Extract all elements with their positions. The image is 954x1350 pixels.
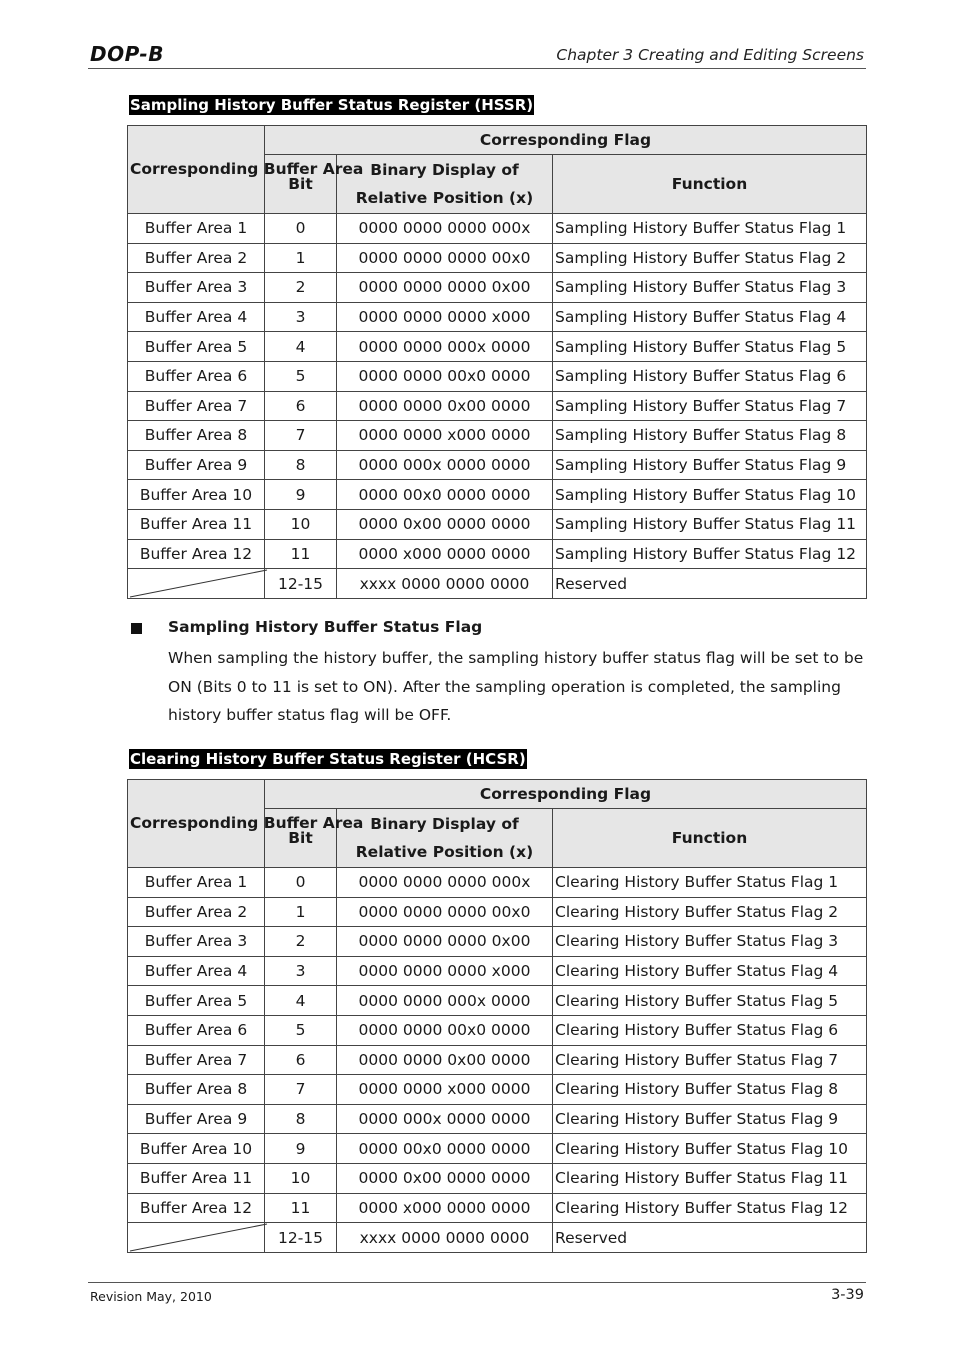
square-bullet-icon	[131, 623, 142, 634]
cell-function: Clearing History Buffer Status Flag 2	[553, 897, 867, 927]
cell-binary: 0000 0x00 0000 0000	[337, 509, 553, 539]
table-row	[128, 1045, 867, 1075]
cell-function: Sampling History Buffer Status Flag 2	[553, 243, 867, 273]
hssr-section-title: Sampling History Buffer Status Register (HSSR)	[130, 96, 534, 114]
cell-buffer-area: Buffer Area 8	[128, 1075, 265, 1105]
cell-binary: 0000 0000 00x0 0000	[337, 1015, 553, 1045]
cell-function: Clearing History Buffer Status Flag 1	[553, 868, 867, 898]
cell-buffer-area: Buffer Area 7	[128, 391, 265, 421]
note-heading: Sampling History Buffer Status Flag	[168, 618, 483, 636]
cell-binary: xxxx 0000 0000 0000	[337, 569, 553, 599]
diagonal-line	[130, 569, 267, 598]
cell-buffer-area: Buffer Area 3	[128, 927, 265, 957]
table-row	[128, 361, 867, 391]
cell-function: Sampling History Buffer Status Flag 8	[553, 421, 867, 451]
cell-function: Sampling History Buffer Status Flag 1	[553, 214, 867, 244]
table-row	[128, 569, 867, 599]
cell-bit: 1	[265, 897, 337, 927]
cell-binary: 0000 0000 0000 00x0	[337, 243, 553, 273]
cell-binary: 0000 x000 0000 0000	[337, 1193, 553, 1223]
brand-logo: DOP-B	[90, 42, 164, 66]
cell-binary: 0000 0000 0000 000x	[337, 868, 553, 898]
cell-function: Reserved	[553, 1223, 867, 1253]
table-row	[128, 1193, 867, 1223]
cell-binary: 0000 00x0 0000 0000	[337, 480, 553, 510]
cell-bit: 0	[265, 868, 337, 898]
cell-binary: 0000 0000 0000 0x00	[337, 927, 553, 957]
cell-buffer-area: Buffer Area 6	[128, 361, 265, 391]
cell-bit: 0	[265, 214, 337, 244]
header-bit: Bit	[265, 809, 337, 868]
table-row	[128, 1163, 867, 1193]
cell-function: Clearing History Buffer Status Flag 8	[553, 1075, 867, 1105]
cell-function: Sampling History Buffer Status Flag 3	[553, 273, 867, 303]
table-row	[128, 421, 867, 451]
cell-bit: 8	[265, 450, 337, 480]
cell-buffer-area: Buffer Area 3	[128, 273, 265, 303]
cell-buffer-area: Buffer Area 7	[128, 1045, 265, 1075]
hcsr-section-title: Clearing History Buffer Status Register (HCSR)	[130, 750, 526, 768]
cell-bit: 1	[265, 243, 337, 273]
header-bit: Bit	[265, 155, 337, 214]
cell-binary: 0000 0000 x000 0000	[337, 421, 553, 451]
diagonal-line	[130, 1223, 267, 1252]
page-footer	[88, 1282, 866, 1304]
cell-function: Sampling History Buffer Status Flag 6	[553, 361, 867, 391]
cell-buffer-area: Buffer Area 8	[128, 421, 265, 451]
cell-function: Clearing History Buffer Status Flag 6	[553, 1015, 867, 1045]
empty-diagonal-cell	[128, 569, 265, 599]
cell-buffer-area: Buffer Area 2	[128, 897, 265, 927]
cell-buffer-area: Buffer Area 11	[128, 509, 265, 539]
cell-function: Clearing History Buffer Status Flag 9	[553, 1104, 867, 1134]
cell-binary: 0000 0000 0000 0x00	[337, 273, 553, 303]
cell-function: Sampling History Buffer Status Flag 4	[553, 302, 867, 332]
cell-bit: 9	[265, 480, 337, 510]
cell-bit: 3	[265, 956, 337, 986]
cell-buffer-area: Buffer Area 1	[128, 868, 265, 898]
cell-buffer-area: Buffer Area 11	[128, 1163, 265, 1193]
table-row	[128, 480, 867, 510]
table-row	[128, 302, 867, 332]
table-row	[128, 956, 867, 986]
header-binary-display: Binary Display of Relative Position (x)	[337, 155, 553, 214]
table-row	[128, 391, 867, 421]
cell-bit: 3	[265, 302, 337, 332]
status-flag-note	[131, 618, 871, 730]
cell-buffer-area: Buffer Area 5	[128, 986, 265, 1016]
cell-buffer-area: Buffer Area 9	[128, 1104, 265, 1134]
cell-binary: 0000 0000 0000 x000	[337, 956, 553, 986]
cell-function: Sampling History Buffer Status Flag 12	[553, 539, 867, 569]
table-row	[128, 868, 867, 898]
table-row	[128, 332, 867, 362]
cell-bit: 8	[265, 1104, 337, 1134]
cell-bit: 11	[265, 539, 337, 569]
page-header	[88, 38, 866, 69]
cell-buffer-area: Buffer Area 2	[128, 243, 265, 273]
cell-binary: 0000 000x 0000 0000	[337, 1104, 553, 1134]
cell-bit: 4	[265, 986, 337, 1016]
cell-bit: 12-15	[265, 569, 337, 599]
table-row	[128, 273, 867, 303]
cell-binary: 0000 0000 x000 0000	[337, 1075, 553, 1105]
cell-buffer-area: Buffer Area 9	[128, 450, 265, 480]
chapter-title: Chapter 3 Creating and Editing Screens	[556, 46, 864, 64]
cell-bit: 5	[265, 361, 337, 391]
table-row	[128, 450, 867, 480]
cell-function: Clearing History Buffer Status Flag 7	[553, 1045, 867, 1075]
cell-function: Sampling History Buffer Status Flag 5	[553, 332, 867, 362]
note-body: When sampling the history buffer, the sampling history buffer status flag will be set to be ON (Bits 0 to 11 is set to ON). After the sampling operation is completed, the sampling history buffer status flag will be OFF.	[168, 649, 864, 724]
empty-diagonal-cell	[128, 1223, 265, 1253]
cell-bit: 11	[265, 1193, 337, 1223]
cell-binary: 0000 0000 000x 0000	[337, 332, 553, 362]
cell-function: Clearing History Buffer Status Flag 5	[553, 986, 867, 1016]
cell-function: Sampling History Buffer Status Flag 9	[553, 450, 867, 480]
cell-bit: 10	[265, 1163, 337, 1193]
hssr-table	[127, 125, 867, 599]
cell-bit: 2	[265, 927, 337, 957]
table-row	[128, 897, 867, 927]
table-row	[128, 509, 867, 539]
cell-bit: 7	[265, 1075, 337, 1105]
cell-buffer-area: Buffer Area 6	[128, 1015, 265, 1045]
cell-binary: 0000 x000 0000 0000	[337, 539, 553, 569]
cell-function: Sampling History Buffer Status Flag 7	[553, 391, 867, 421]
cell-bit: 2	[265, 273, 337, 303]
cell-binary: 0000 0000 0000 000x	[337, 214, 553, 244]
header-buffer-area: Corresponding Buffer Area	[128, 780, 265, 868]
cell-bit: 4	[265, 332, 337, 362]
table-row	[128, 1223, 867, 1253]
cell-binary: 0000 00x0 0000 0000	[337, 1134, 553, 1164]
hcsr-table	[127, 779, 867, 1253]
header-corresponding-flag: Corresponding Flag	[265, 126, 867, 155]
table-row	[128, 1134, 867, 1164]
cell-bit: 10	[265, 509, 337, 539]
cell-binary: 0000 0x00 0000 0000	[337, 1163, 553, 1193]
cell-buffer-area: Buffer Area 4	[128, 956, 265, 986]
header-binary-display: Binary Display of Relative Position (x)	[337, 809, 553, 868]
header-function: Function	[553, 809, 867, 868]
cell-binary: 0000 0000 000x 0000	[337, 986, 553, 1016]
table-row	[128, 243, 867, 273]
table-row	[128, 214, 867, 244]
table-row	[128, 1015, 867, 1045]
cell-buffer-area: Buffer Area 4	[128, 302, 265, 332]
cell-buffer-area: Buffer Area 1	[128, 214, 265, 244]
cell-bit: 5	[265, 1015, 337, 1045]
cell-buffer-area: Buffer Area 10	[128, 1134, 265, 1164]
cell-function: Clearing History Buffer Status Flag 10	[553, 1134, 867, 1164]
cell-bit: 12-15	[265, 1223, 337, 1253]
table-row	[128, 1075, 867, 1105]
table-row	[128, 986, 867, 1016]
table-row	[128, 1104, 867, 1134]
cell-buffer-area: Buffer Area 12	[128, 1193, 265, 1223]
cell-function: Sampling History Buffer Status Flag 11	[553, 509, 867, 539]
cell-buffer-area: Buffer Area 5	[128, 332, 265, 362]
cell-function: Clearing History Buffer Status Flag 4	[553, 956, 867, 986]
cell-bit: 9	[265, 1134, 337, 1164]
revision-date: Revision May, 2010	[90, 1289, 212, 1304]
table-row	[128, 539, 867, 569]
page-number: 3-39	[831, 1287, 864, 1303]
header-buffer-area: Corresponding Buffer Area	[128, 126, 265, 214]
cell-binary: 0000 0000 0x00 0000	[337, 391, 553, 421]
cell-bit: 6	[265, 1045, 337, 1075]
cell-function: Clearing History Buffer Status Flag 11	[553, 1163, 867, 1193]
cell-bit: 7	[265, 421, 337, 451]
cell-binary: 0000 0000 0000 00x0	[337, 897, 553, 927]
cell-function: Sampling History Buffer Status Flag 10	[553, 480, 867, 510]
cell-binary: 0000 0000 0x00 0000	[337, 1045, 553, 1075]
cell-function: Reserved	[553, 569, 867, 599]
cell-buffer-area: Buffer Area 10	[128, 480, 265, 510]
header-corresponding-flag: Corresponding Flag	[265, 780, 867, 809]
cell-binary: 0000 0000 00x0 0000	[337, 361, 553, 391]
cell-bit: 6	[265, 391, 337, 421]
cell-function: Clearing History Buffer Status Flag 3	[553, 927, 867, 957]
table-row	[128, 927, 867, 957]
cell-function: Clearing History Buffer Status Flag 12	[553, 1193, 867, 1223]
cell-binary: 0000 000x 0000 0000	[337, 450, 553, 480]
header-function: Function	[553, 155, 867, 214]
cell-binary: xxxx 0000 0000 0000	[337, 1223, 553, 1253]
cell-binary: 0000 0000 0000 x000	[337, 302, 553, 332]
cell-buffer-area: Buffer Area 12	[128, 539, 265, 569]
